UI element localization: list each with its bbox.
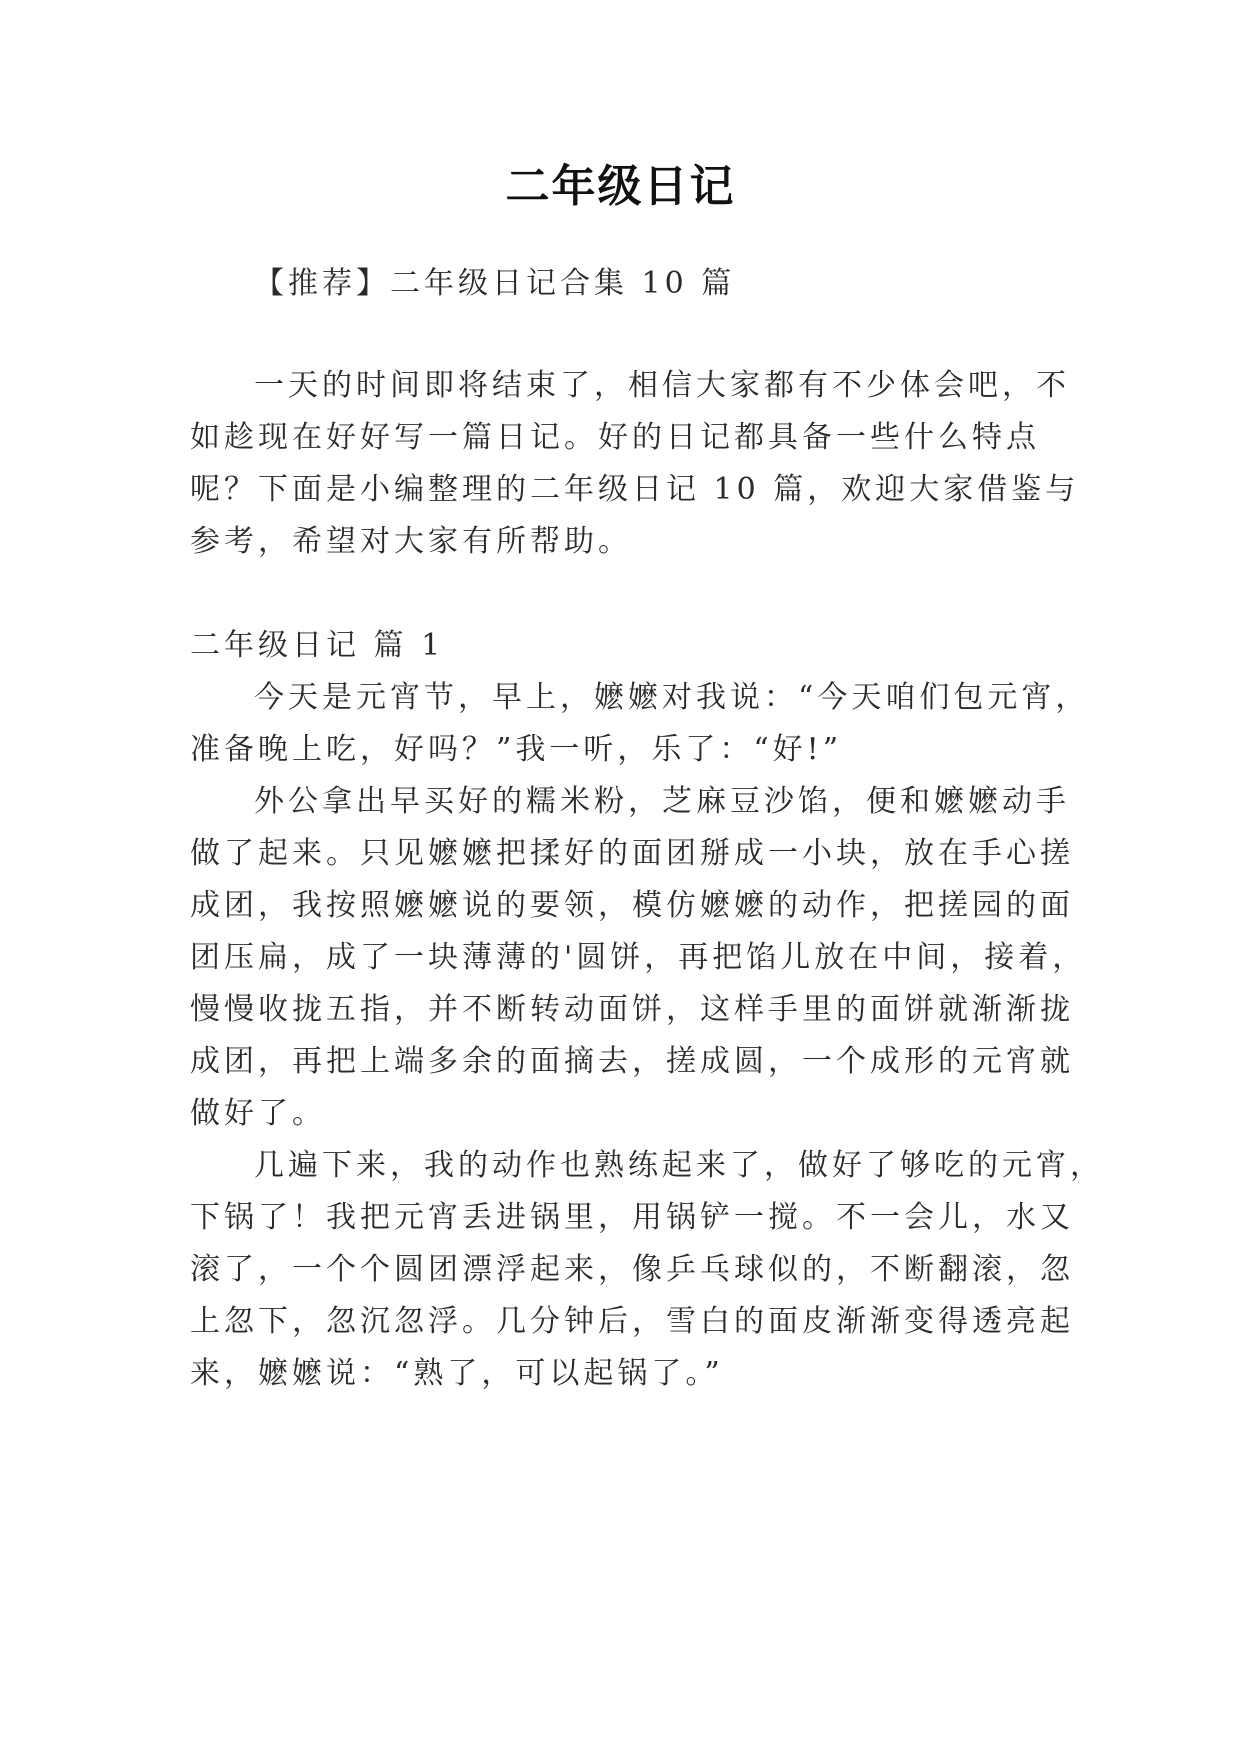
paragraph-line: 滚了，一个个圆团漂浮起来，像乒乓球似的，不断翻滚，忽 <box>190 1252 1074 1287</box>
paragraph-line: 下锅了！我把元宵丢进锅里，用锅铲一搅。不一会儿，水又 <box>190 1200 1074 1235</box>
paragraph-line: 做了起来。只见嬷嬷把揉好的面团掰成一小块，放在手心搓 <box>190 836 1074 871</box>
paragraph-line: 外公拿出早买好的糯米粉，芝麻豆沙馅，便和嬷嬷动手 <box>254 784 1070 819</box>
paragraph-line: 上忽下，忽沉忽浮。几分钟后，雪白的面皮渐渐变得透亮起 <box>190 1304 1074 1339</box>
paragraph-line: 做好了。 <box>190 1096 326 1131</box>
paragraph-line: 慢慢收拢五指，并不断转动面饼，这样手里的面饼就渐渐拢 <box>190 992 1074 1027</box>
intro-line: 如趁现在好好写一篇日记。好的日记都具备一些什么特点 <box>190 420 1040 455</box>
paragraph-line: 成团，我按照嬷嬷说的要领，模仿嬷嬷的动作，把搓园的面 <box>190 888 1074 923</box>
paragraph-line: 几遍下来，我的动作也熟练起来了，做好了够吃的元宵， <box>254 1148 1104 1183</box>
paragraph-line: 今天是元宵节，早上，嬷嬷对我说：“今天咱们包元宵， <box>254 680 1090 715</box>
paragraph-line: 准备晚上吃，好吗？”我一听，乐了：“好!” <box>190 732 843 767</box>
paragraph-line: 来，嬷嬷说：“熟了，可以起锅了。” <box>190 1356 724 1391</box>
document-title: 二年级日记 <box>505 161 736 212</box>
intro-line: 一天的时间即将结束了，相信大家都有不少体会吧，不 <box>254 368 1070 403</box>
intro-line: 参考，希望对大家有所帮助。 <box>190 524 632 559</box>
subtitle: 【推荐】二年级日记合集 10 篇 <box>254 266 736 301</box>
paragraph-line: 团压扁，成了一块薄薄的'圆饼，再把馅儿放在中间，接着， <box>190 940 1087 975</box>
paragraph-line: 成团，再把上端多余的面摘去，搓成圆，一个成形的元宵就 <box>190 1044 1074 1079</box>
intro-line: 呢？下面是小编整理的二年级日记 10 篇，欢迎大家借鉴与 <box>190 472 1080 507</box>
section-heading: 二年级日记 篇 1 <box>190 628 445 663</box>
